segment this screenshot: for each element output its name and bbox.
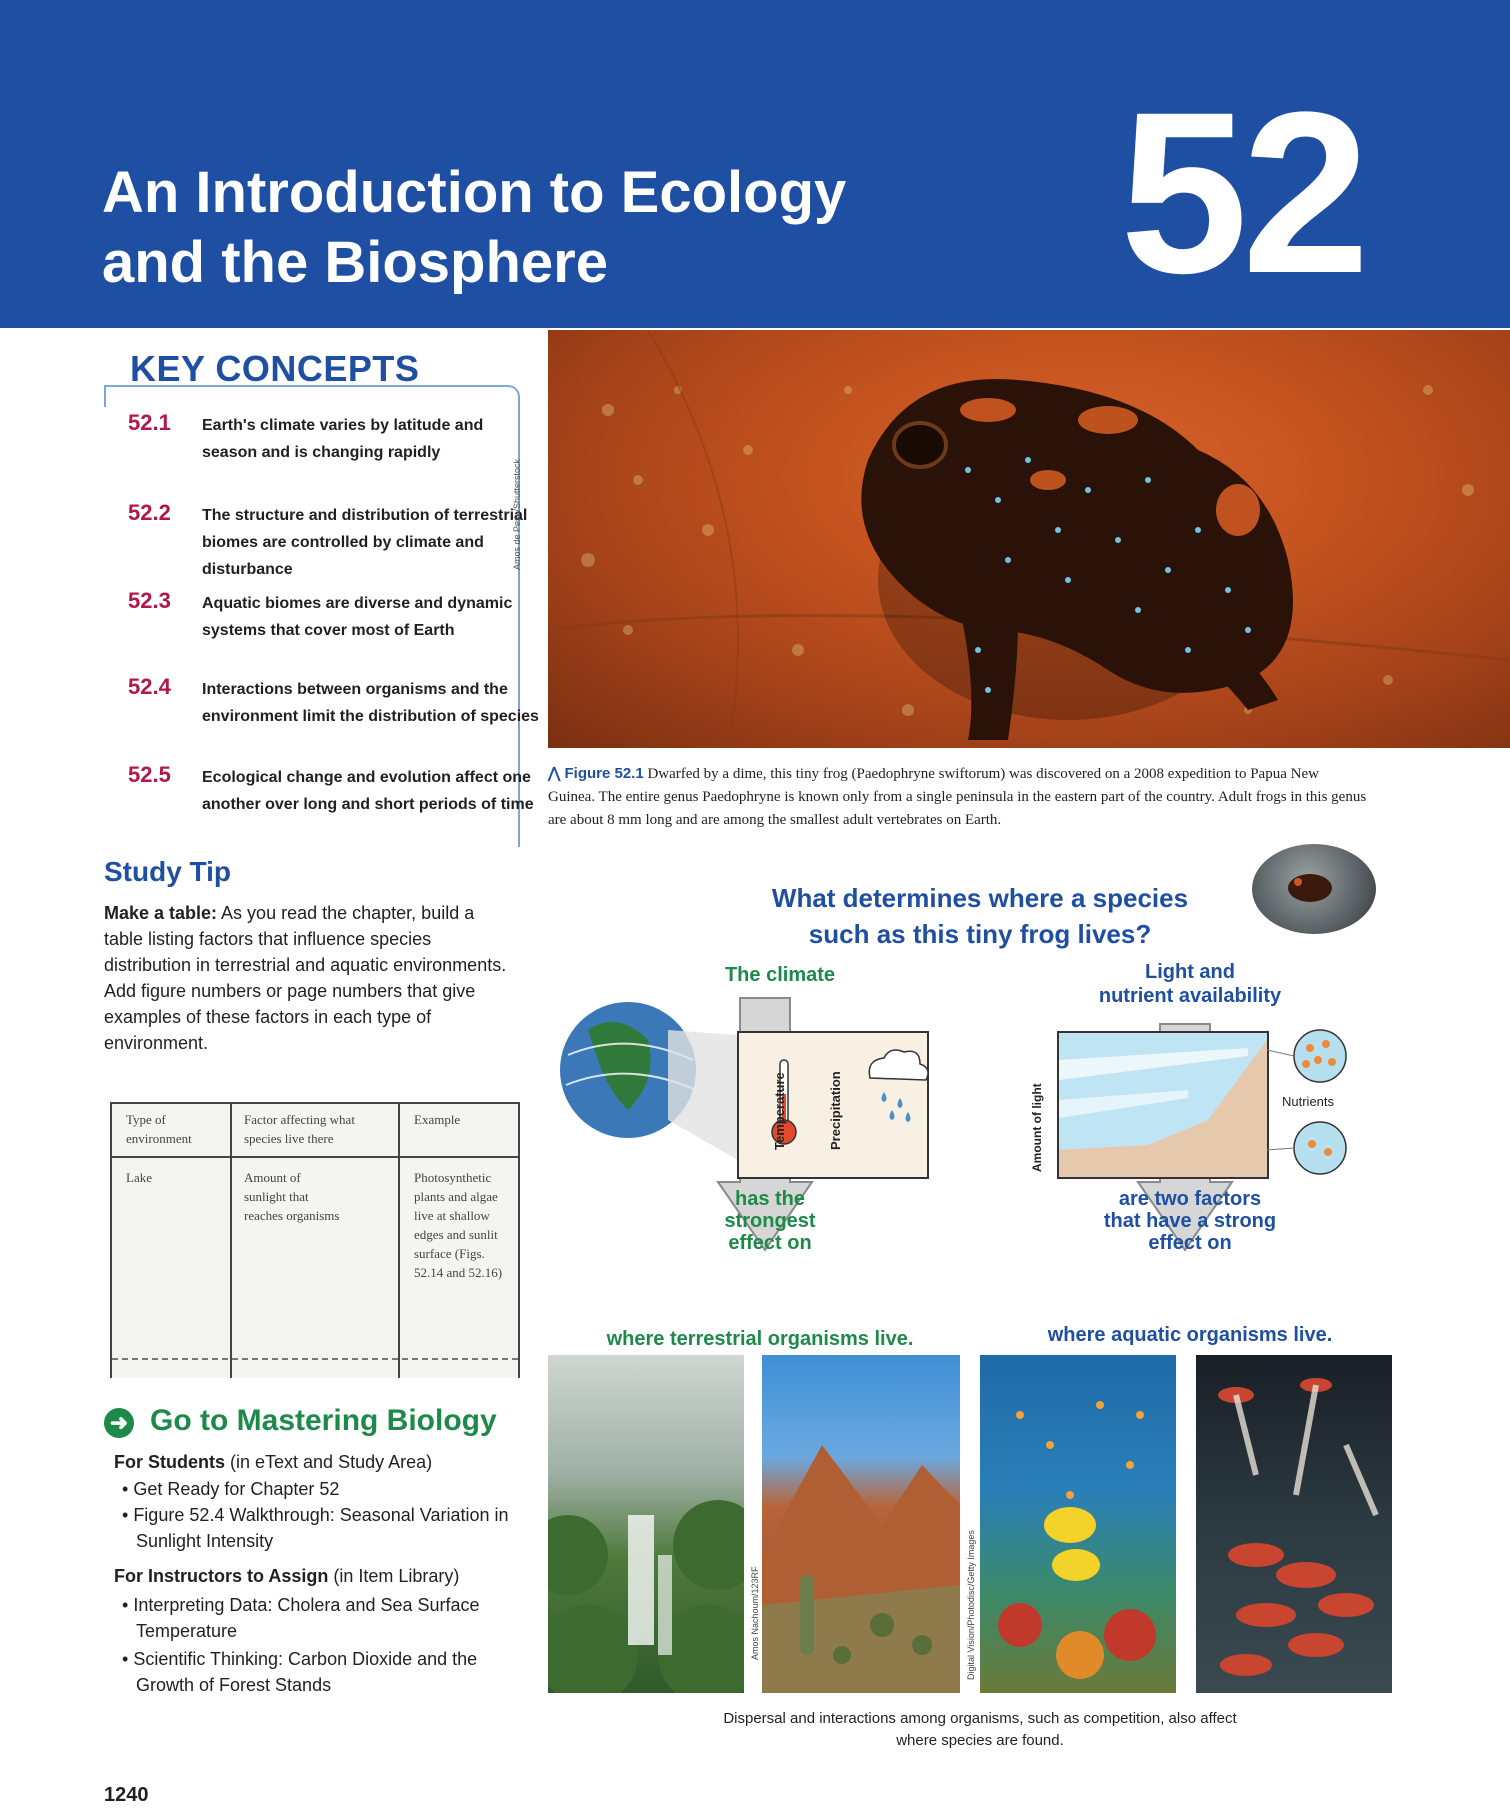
nutrients-label: Nutrients — [1282, 1094, 1335, 1109]
key-concept-number: 52.4 — [128, 674, 171, 699]
deep-sea-vent-photo — [1196, 1355, 1392, 1693]
temperature-label: Temperature — [772, 1072, 787, 1150]
reef-photo-credit: Digital Vision/Photodisc/Getty Images — [966, 1530, 976, 1680]
instructors-subheading — [114, 1566, 459, 1587]
table-header-cell: Type of environment — [126, 1112, 192, 1146]
table-divider — [230, 1104, 232, 1378]
page-number: 1240 — [104, 1784, 149, 1806]
list-item-text: Scientific Thinking: Carbon Dioxide and the Growth of Forest Stands — [133, 1649, 478, 1695]
chapter-title-line-2: and the Biosphere — [102, 230, 608, 295]
key-concept-number: 52.1 — [128, 410, 171, 435]
left-effect-line: has the — [734, 1188, 806, 1210]
coral-reef-photo — [980, 1355, 1176, 1693]
left-effect-line: strongest — [724, 1210, 816, 1232]
aquatic-result: where aquatic organisms live. — [1047, 1324, 1333, 1346]
table-cell: Lake — [126, 1170, 152, 1185]
table-divider — [398, 1104, 400, 1378]
desert-photo — [762, 1355, 960, 1693]
table-cell: Photosynthetic plants and algae live at shallow edges and sunlit surface (Figs. 52.14 and 52.16) — [414, 1170, 503, 1280]
study-tip-lead: Make a table: — [104, 903, 218, 923]
instructors-list-item: • Scientific Thinking: Carbon Dioxide and the Growth of Forest Stands — [122, 1649, 478, 1695]
figure-label-text: Figure 52.1 — [564, 765, 644, 782]
table-torn-edge — [112, 1358, 518, 1360]
key-concept-text: Interactions between organisms and the environment limit the distribution of species — [202, 681, 539, 725]
key-concepts-heading: KEY CONCEPTS — [130, 348, 420, 389]
right-effect-line: effect on — [1148, 1232, 1232, 1254]
right-effect-line: are two factors — [1118, 1188, 1262, 1210]
key-concept-text: Ecological change and evolution affect one another over long and short periods of time — [202, 769, 534, 813]
bottom-caption: Dispersal and interactions among organisms, such as competition, also affect where species are found. — [723, 1710, 1237, 1749]
key-concept-text: Earth's climate varies by latitude and season and is changing rapidly — [202, 417, 484, 461]
right-effect-line: that have a strong — [1103, 1210, 1277, 1232]
students-subheading — [114, 1452, 432, 1473]
students-note: (in eText and Study Area) — [225, 1452, 433, 1472]
key-concept-number: 52.5 — [128, 762, 171, 787]
right-effect-text — [1060, 1188, 1320, 1254]
table-header-divider — [112, 1156, 518, 1158]
climate-label: The climate — [724, 964, 836, 986]
figure-caption — [548, 762, 1368, 832]
diagram-question-line-2: such as this tiny frog lives? — [808, 919, 1152, 949]
students-label: For Students — [114, 1452, 225, 1472]
instructors-list-item: • Interpreting Data: Cholera and Sea Surface Temperature — [122, 1595, 480, 1641]
key-concept-number: 52.3 — [128, 588, 171, 613]
study-tip-text: As you read the chapter, build a table listing factors that influence species distribution in terrestrial and aquatic environments. Add figure numbers or page numbers that give examples of these factors in each type of environment. — [104, 903, 507, 1053]
study-tip-heading: Study Tip — [104, 856, 232, 887]
left-effect-text — [680, 1188, 860, 1254]
amount-of-light-label: Amount of light — [1030, 1083, 1044, 1172]
light-nutrient-line: nutrient availability — [1098, 985, 1282, 1007]
students-list-item: • Figure 52.4 Walkthrough: Seasonal Variation in Sunlight Intensity — [122, 1505, 509, 1551]
table-cell: Amount of sunlight that reaches organisms — [244, 1170, 340, 1223]
light-nutrient-line: Light and — [1145, 961, 1235, 983]
terrestrial-result: where terrestrial organisms live. — [606, 1328, 914, 1350]
key-concept-number: 52.2 — [128, 500, 171, 525]
frog-photo — [548, 330, 1510, 748]
study-tip-table — [110, 1102, 520, 1378]
key-concepts-frame-left — [104, 385, 106, 407]
diagram-question-line-1: What determines where a species — [771, 883, 1189, 913]
light-nutrient-label — [1050, 960, 1330, 1008]
instructors-note: (in Item Library) — [328, 1566, 460, 1586]
key-concept-text: The structure and distribution of terrestrial biomes are controlled by climate and disturbance — [202, 507, 528, 578]
frog-photo-credit: Amos de Pesa/Shutterstock — [512, 458, 522, 570]
table-header-cell: Example — [414, 1112, 461, 1127]
dime-photo — [1252, 844, 1376, 934]
diagram-question — [700, 880, 1260, 952]
list-item-text: Interpreting Data: Cholera and Sea Surface Temperature — [133, 1595, 480, 1641]
list-item-text: Figure 52.4 Walkthrough: Seasonal Variation in Sunlight Intensity — [133, 1505, 509, 1551]
key-concept-text: Aquatic biomes are diverse and dynamic systems that cover most of Earth — [202, 595, 513, 639]
chapter-number: 52 — [1120, 64, 1364, 321]
instructors-label: For Instructors to Assign — [114, 1566, 329, 1586]
arrow-circle-icon: ➜ — [104, 1408, 134, 1438]
figure-caption-text: Dwarfed by a dime, this tiny frog (Paedophryne swiftorum) was discovered on a 2008 expedition to Papua New Guinea. The entire genus Paedophryne is known only from a single peninsula in the eastern part of the country. Adult frogs in this genus are about 8 mm long and are among the smallest adult vertebrates on Earth. — [548, 766, 1367, 828]
precipitation-label: Precipitation — [828, 1071, 843, 1150]
list-item-text: Get Ready for Chapter 52 — [133, 1479, 340, 1499]
caret-up-icon: ⋀ — [548, 765, 565, 782]
chapter-title — [102, 158, 1002, 298]
left-effect-line: effect on — [728, 1232, 812, 1254]
study-tip-body — [104, 900, 514, 1056]
chapter-title-line-1: An Introduction to Ecology — [102, 160, 847, 225]
students-list-item: • Get Ready for Chapter 52 — [122, 1479, 340, 1499]
forest-waterfall-photo — [548, 1355, 744, 1693]
table-header-cell: Factor affecting what species live there — [244, 1112, 355, 1146]
figure-label — [548, 765, 644, 782]
desert-photo-credit: Amos Nachoum/123RF — [750, 1566, 760, 1660]
mastering-biology-heading: Go to Mastering Biology — [150, 1404, 497, 1437]
